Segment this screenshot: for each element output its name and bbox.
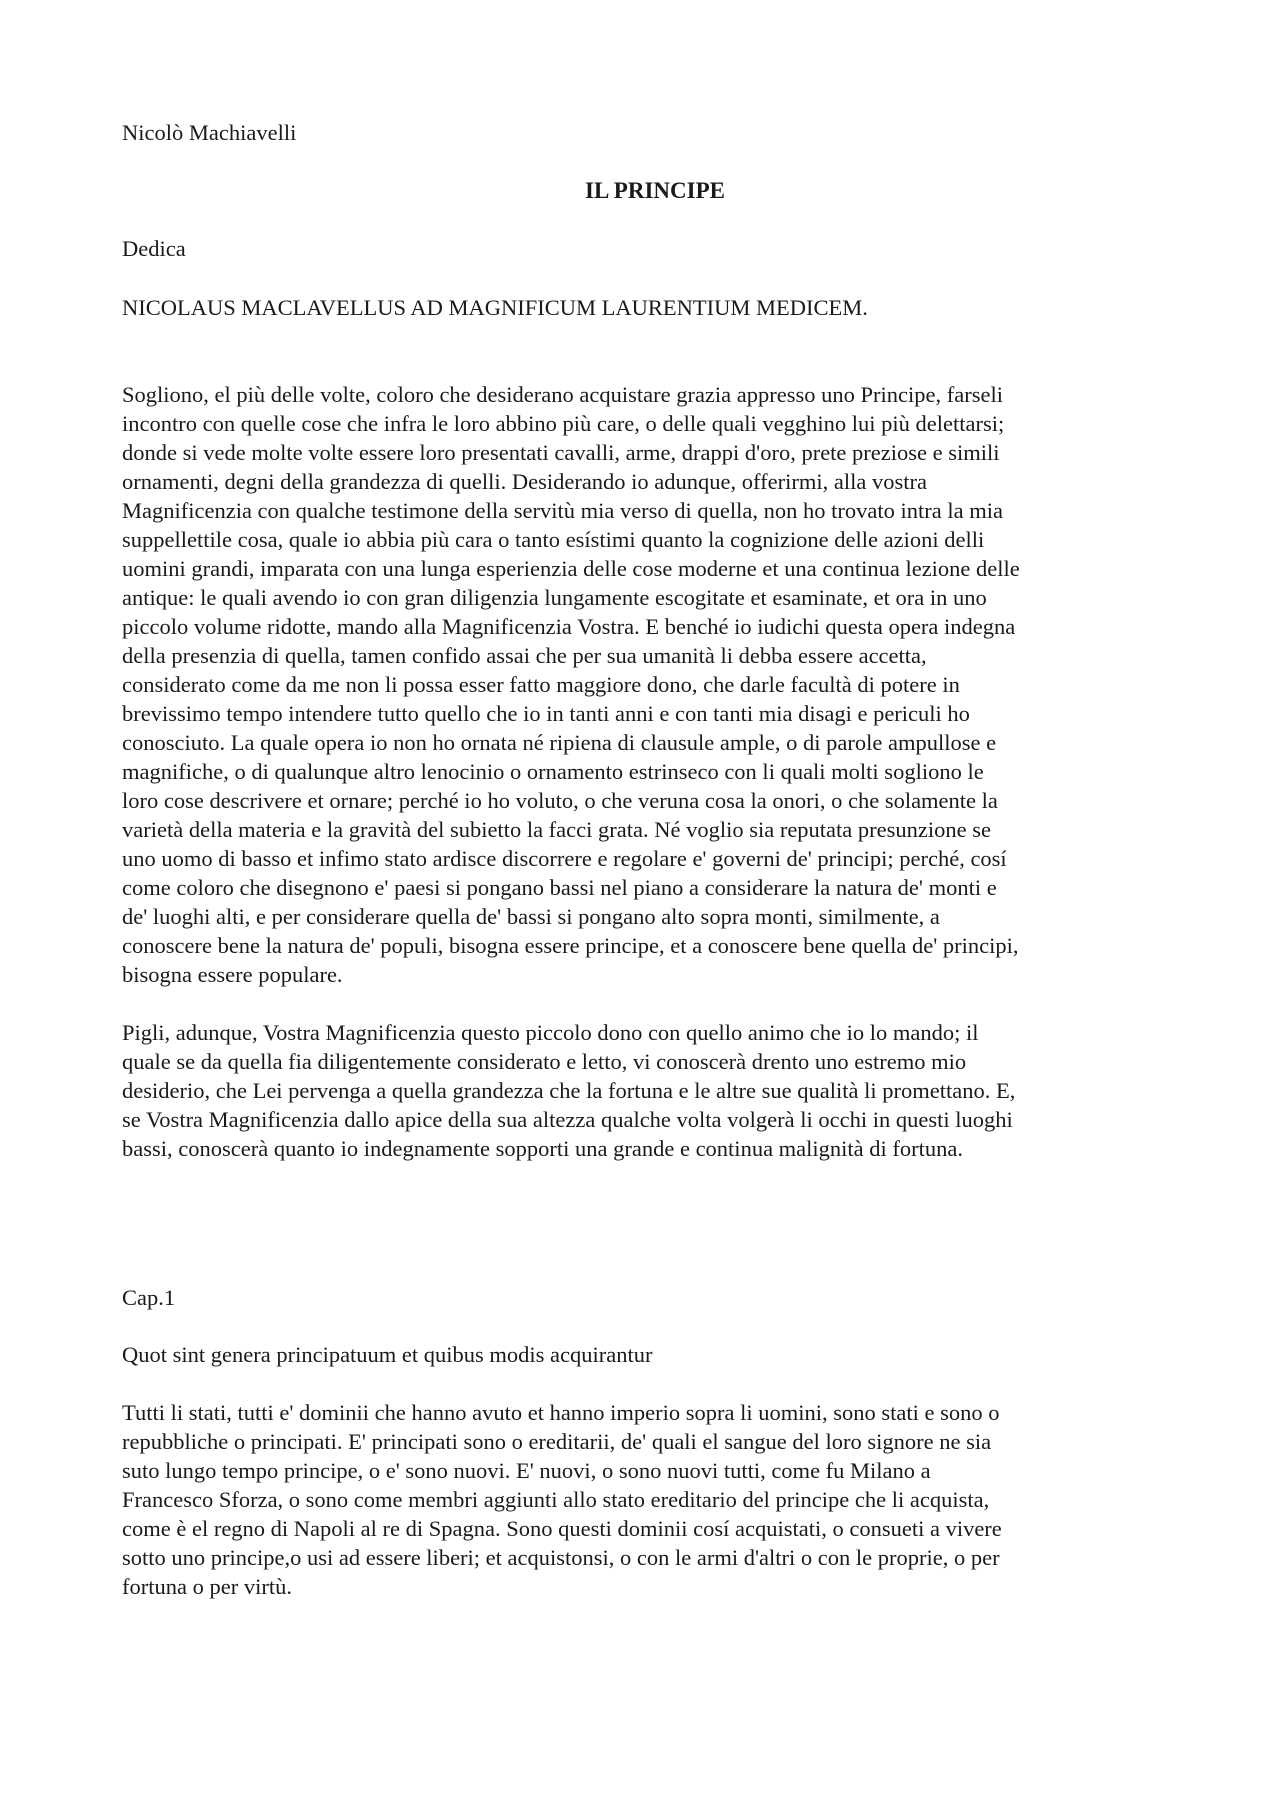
text-line: della presenzia di quella, tamen confido assai che per sua umanità li debba essere accetta, xyxy=(122,643,927,668)
text-line: magnifiche, o di qualunque altro lenocinio o ornamento estrinseco con li quali molti sogliono le xyxy=(122,759,984,784)
chapter-title: Quot sint genera principatuum et quibus modis acquirantur xyxy=(122,1342,653,1367)
book-title: IL PRINCIPE xyxy=(585,178,725,203)
text-line: suto lungo tempo principe, o e' sono nuovi. E' nuovi, o sono nuovi tutti, come fu Milano a xyxy=(122,1458,931,1483)
text-line: incontro con quelle cose che infra le loro abbino più care, o delle quali vegghino lui più delettarsi; xyxy=(122,411,1005,436)
text-line: considerato come da me non li possa esser fatto maggiore dono, che darle facultà di potere in xyxy=(122,672,960,697)
text-line: uomini grandi, imparata con una lunga esperienzia delle cose moderne et una continua lezione delle xyxy=(122,556,1020,581)
text-line: ornamenti, degni della grandezza di quelli. Desiderando io adunque, offerirmi, alla vostra xyxy=(122,469,927,494)
chapter-label: Cap.1 xyxy=(122,1285,176,1310)
chapter-paragraph-1 xyxy=(122,1398,1172,1601)
text-line: loro cose descrivere et ornare; perché io ho voluto, o che veruna cosa la onori, o che solamente la xyxy=(122,788,998,813)
text-line: quale se da quella fia diligentemente considerato e letto, vi conoscerà drento uno estremo mio xyxy=(122,1049,967,1074)
text-line: piccolo volume ridotte, mando alla Magnificenzia Vostra. E benché io iudichi questa opera indegna xyxy=(122,614,1016,639)
author-line: Nicolò Machiavelli xyxy=(122,120,297,145)
text-line: come è el regno di Napoli al re di Spagna. Sono questi dominii cosí acquistati, o consueti a vivere xyxy=(122,1516,1002,1541)
text-line: Sogliono, el più delle volte, coloro che desiderano acquistare grazia appresso uno Principe, farseli xyxy=(122,382,1003,407)
text-line: desiderio, che Lei pervenga a quella grandezza che la fortuna e le altre sue qualità li promettano. E, xyxy=(122,1078,1016,1103)
text-line: varietà della materia e la gravità del subietto la facci grata. Né voglio sia reputata presunzione se xyxy=(122,817,991,842)
dedication-paragraph-1 xyxy=(122,380,1172,989)
text-line: sotto uno principe,o usi ad essere liberi; et acquistonsi, o con le armi d'altri o con le proprie, o per xyxy=(122,1545,1000,1570)
text-line: Magnificenzia con qualche testimone della servitù mia verso di quella, non ho trovato intra la mia xyxy=(122,498,1003,523)
dedica-heading: Dedica xyxy=(122,236,186,261)
text-line: conoscere bene la natura de' populi, bisogna essere principe, et a conoscere bene quella de' principi, xyxy=(122,933,1019,958)
text-line: bisogna essere populare. xyxy=(122,962,343,987)
text-line: uno uomo di basso et infimo stato ardisce discorrere e regolare e' governi de' principi; perché, cosí xyxy=(122,846,1007,871)
text-line: Tutti li stati, tutti e' dominii che hanno avuto et hanno imperio sopra li uomini, sono stati e sono o xyxy=(122,1400,1000,1425)
text-line: come coloro che disegnono e' paesi si pongano bassi nel piano a considerare la natura de' monti e xyxy=(122,875,997,900)
text-line: Francesco Sforza, o sono come membri aggiunti allo stato ereditario del principe che li acquista, xyxy=(122,1487,990,1512)
text-line: antique: le quali avendo io con gran diligenzia lungamente escogitate et esaminate, et ora in uno xyxy=(122,585,987,610)
text-line: Pigli, adunque, Vostra Magnificenzia questo piccolo dono con quello animo che io lo mando; il xyxy=(122,1020,979,1045)
text-line: de' luoghi alti, e per considerare quella de' bassi si pongano alto sopra monti, similmente, a xyxy=(122,904,940,929)
text-line: brevissimo tempo intendere tutto quello che io in tanti anni e con tanti mia disagi e periculi ho xyxy=(122,701,970,726)
text-line: se Vostra Magnificenzia dallo apice della sua altezza qualche volta volgerà li occhi in questi luoghi xyxy=(122,1107,1013,1132)
text-line: donde si vede molte volte essere loro presentati cavalli, arme, drappi d'oro, prete preziose e simili xyxy=(122,440,1000,465)
text-line: fortuna o per virtù. xyxy=(122,1574,292,1599)
text-line: conosciuto. La quale opera io non ho ornata né ripiena di clausule ample, o di parole ampullose e xyxy=(122,730,997,755)
text-line: suppellettile cosa, quale io abbia più cara o tanto esístimi quanto la cognizione delle azioni delli xyxy=(122,527,985,552)
text-line: bassi, conoscerà quanto io indegnamente sopporti una grande e continua malignità di fortuna. xyxy=(122,1136,964,1161)
text-line: repubbliche o principati. E' principati sono o ereditarii, de' quali el sangue del loro signore ne sia xyxy=(122,1429,992,1454)
dedication-address: NICOLAUS MACLAVELLUS AD MAGNIFICUM LAURENTIUM MEDICEM. xyxy=(122,295,868,320)
document-page xyxy=(122,118,1172,1601)
dedication-paragraph-2 xyxy=(122,1018,1172,1163)
